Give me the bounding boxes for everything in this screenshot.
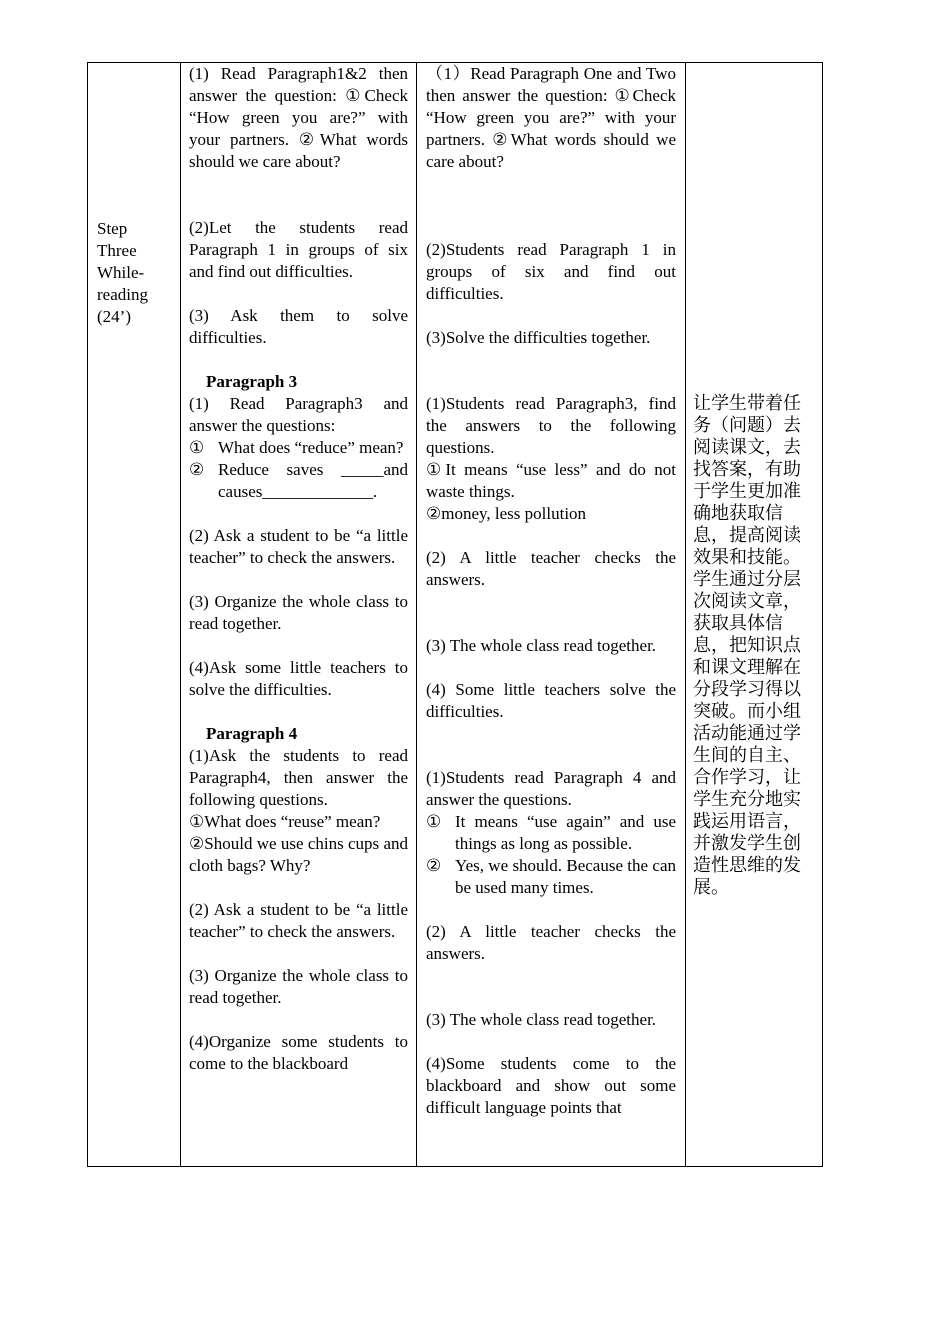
step-line: (24’) xyxy=(97,307,131,326)
teacher-text: (2)Let the students read Paragraph 1 in groups of six and find out difficulties. xyxy=(189,218,408,281)
teacher-text: (4)Organize some students to come to the blackboard xyxy=(189,1032,408,1073)
list-marker: ② xyxy=(426,856,442,875)
student-text: （1）Read Paragraph One and Two then answer the question: ①Check “How green you are?” with your partners. ②What words should we care about? xyxy=(426,64,676,171)
step-label xyxy=(97,218,175,328)
teacher-text: (2) Ask a student to be “a little teacher” to check the answers. xyxy=(189,526,408,567)
student-text: (1)Students read Paragraph3, find the answers to the following questions. xyxy=(426,394,676,457)
step-line: While- xyxy=(97,263,145,282)
student-text: (3)Solve the difficulties together. xyxy=(426,328,651,347)
list-item xyxy=(426,811,676,855)
list-marker: ① xyxy=(189,438,205,457)
teacher-activities-cell xyxy=(181,63,417,1167)
student-text: (4)Some students come to the blackboard and show out some difficult language points that xyxy=(426,1054,676,1117)
student-text: (3) The whole class read together. xyxy=(426,1010,657,1029)
list-text: It means “use again” and use things as long as possible. xyxy=(455,812,676,853)
list-item xyxy=(426,855,676,899)
student-text: (1)Students read Paragraph 4 and answer the questions. xyxy=(426,768,676,809)
step-line: reading xyxy=(97,285,148,304)
design-purpose-cell xyxy=(686,63,823,1167)
student-activities-cell xyxy=(417,63,686,1167)
step-cell xyxy=(88,63,181,1167)
teacher-text: (2) Ask a student to be “a little teacher” to check the answers. xyxy=(189,900,408,941)
teacher-text: (1) Read Paragraph3 and answer the questions: xyxy=(189,394,408,435)
teacher-text: ②Should we use chins cups and cloth bags? Why? xyxy=(189,834,408,875)
list-item xyxy=(189,459,408,503)
table-row xyxy=(88,63,823,1167)
student-text: (2) A little teacher checks the answers. xyxy=(426,548,676,589)
student-text: ②money, less pollution xyxy=(426,504,587,523)
teacher-text: (3) Organize the whole class to read together. xyxy=(189,966,408,1007)
lesson-plan-table xyxy=(87,62,823,1167)
teacher-text: (1) Read Paragraph1&2 then answer the question: ①Check “How green you are?” with your partners. ②What words should we care about? xyxy=(189,64,408,171)
step-line: Step xyxy=(97,219,128,238)
teacher-text: (3) Organize the whole class to read together. xyxy=(189,592,408,633)
list-marker: ② xyxy=(189,460,205,479)
teacher-text: (3) Ask them to solve difficulties. xyxy=(189,306,408,347)
list-marker: ① xyxy=(426,812,442,831)
list-text: What does “reduce” mean? xyxy=(218,438,404,457)
student-text: (4) Some little teachers solve the difficulties. xyxy=(426,680,676,721)
student-text: ①It means “use less” and do not waste things. xyxy=(426,460,676,501)
section-heading: Paragraph 4 xyxy=(206,724,298,743)
section-heading: Paragraph 3 xyxy=(206,372,298,391)
list-item xyxy=(189,437,408,459)
student-text: (3) The whole class read together. xyxy=(426,636,657,655)
teacher-text: (4)Ask some little teachers to solve the difficulties. xyxy=(189,658,408,699)
student-text: (2) A little teacher checks the answers. xyxy=(426,922,676,963)
list-text: Reduce saves _____and causes_____________. xyxy=(218,460,408,501)
teacher-text: ①What does “reuse” mean? xyxy=(189,812,381,831)
teacher-text: (1)Ask the students to read Paragraph4, then answer the following questions. xyxy=(189,746,408,809)
student-text: (2)Students read Paragraph 1 in groups of six and find out difficulties. xyxy=(426,240,676,303)
design-purpose-text: 让学生带着任务（问题）去阅读课文，去找答案，有助于学生更加准确地获取信息，提高阅读效果和技能。学生通过分层次阅读文章，获取具体信息，把知识点和课文理解在分段学习得以突破。而小组活动能通过学生间的自主、合作学习，让学生充分地实践运用语言，并激发学生创造性思维的发展。 xyxy=(693,393,801,898)
step-line: Three xyxy=(97,241,137,260)
list-text: Yes, we should. Because the can be used many times. xyxy=(455,856,676,897)
